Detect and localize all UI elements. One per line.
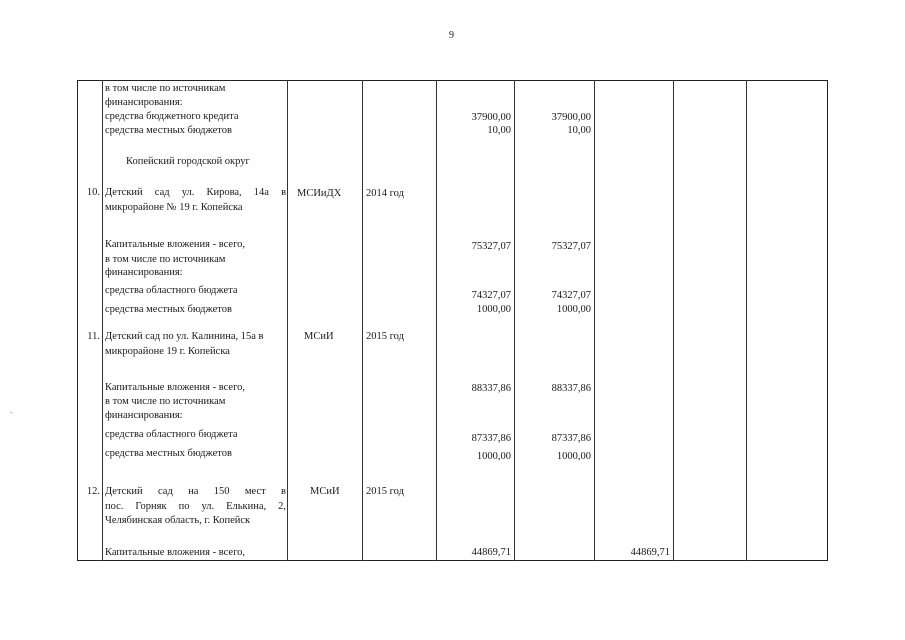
year-cell: 2015 год (366, 331, 404, 342)
amount-cell: 87337,86 (551, 433, 591, 444)
amount-cell: 44869,71 (471, 547, 511, 558)
source-label: в том числе по источникам (105, 83, 226, 94)
column-divider (746, 80, 747, 561)
customer-cell: МСиИ (310, 486, 340, 497)
column-divider (287, 80, 288, 561)
amount-cell: 75327,07 (471, 241, 511, 252)
credit-label: средства бюджетного кредита (105, 111, 239, 122)
column-divider (673, 80, 674, 561)
object-name: Челябинская область, г. Копейск (105, 515, 251, 526)
source-label: финансирования: (105, 267, 183, 278)
amount-cell: 1000,00 (476, 304, 511, 315)
row-number: 10. (86, 187, 100, 198)
amount-cell: 74327,07 (551, 290, 591, 301)
column-divider (102, 80, 103, 561)
amount-cell: 88337,86 (551, 383, 591, 394)
amount-cell: 88337,86 (471, 383, 511, 394)
customer-cell: МСиИ (304, 331, 334, 342)
local-budget-label: средства местных бюджетов (105, 125, 232, 136)
district-heading: Копейский городской округ (126, 156, 250, 167)
column-divider (514, 80, 515, 561)
local-budget-label: средства местных бюджетов (105, 304, 232, 315)
amount-cell: 1000,00 (556, 304, 591, 315)
amount-cell: 74327,07 (471, 290, 511, 301)
year-cell: 2014 год (366, 188, 404, 199)
amount-cell: 10,00 (567, 125, 591, 136)
amount-cell: 1000,00 (556, 451, 591, 462)
regional-budget-label: средства областного бюджета (105, 285, 238, 296)
row-number: 11. (87, 331, 100, 342)
column-divider (362, 80, 363, 561)
margin-mark: - (10, 408, 13, 417)
amount-cell: 10,00 (487, 125, 511, 136)
object-name: пос. Горняк по ул. Елькина, 2, (105, 501, 287, 512)
amount-cell: 44869,71 (630, 547, 670, 558)
column-divider (594, 80, 595, 561)
capital-label: Капитальные вложения - всего, (105, 547, 245, 558)
object-name: Детский сад по ул. Калинина, 15а в (105, 331, 264, 342)
capital-label: Капитальные вложения - всего, (105, 382, 245, 393)
column-divider (436, 80, 437, 561)
source-label: финансирования: (105, 410, 183, 421)
source-label: финансирования: (105, 97, 183, 108)
amount-cell: 1000,00 (476, 451, 511, 462)
object-name: микрорайоне 19 г. Копейска (105, 346, 230, 357)
regional-budget-label: средства областного бюджета (105, 429, 238, 440)
local-budget-label: средства местных бюджетов (105, 448, 232, 459)
source-label: в том числе по источникам (105, 396, 226, 407)
object-name: Детский сад ул. Кирова, 14а в (105, 187, 287, 198)
object-name: микрорайоне № 19 г. Копейска (105, 202, 243, 213)
year-cell: 2015 год (366, 486, 404, 497)
amount-cell: 87337,86 (471, 433, 511, 444)
source-label: в том числе по источникам (105, 254, 226, 265)
amount-cell: 75327,07 (551, 241, 591, 252)
object-name: Детский сад на 150 мест в (105, 486, 287, 497)
capital-label: Капитальные вложения - всего, (105, 239, 245, 250)
page-number: 9 (449, 30, 454, 41)
amount-cell: 37900,00 (551, 112, 591, 123)
row-number: 12. (86, 486, 100, 497)
amount-cell: 37900,00 (471, 112, 511, 123)
customer-cell: МСИиДХ (297, 188, 342, 199)
